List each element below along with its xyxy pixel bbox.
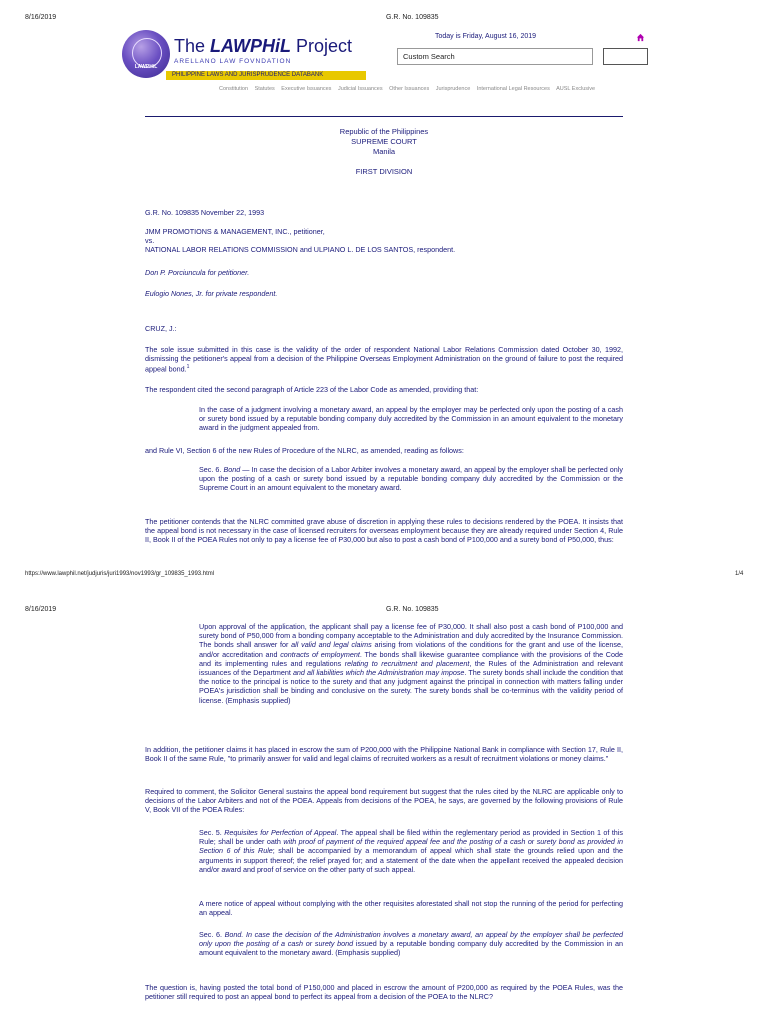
paragraph: Required to comment, the Solicitor General sustains the appeal bond requirement but suggest that the rules cited by the NLRC are applicable only to decisions of the Labor Arbiters and not of the POEA. Appeals from decisions of the POEA, he says, are governed by the following provisions of Rule V, Book VII of the POEA Rules: xyxy=(145,787,623,815)
divider xyxy=(145,116,623,117)
division: FIRST DIVISION xyxy=(355,167,413,176)
nav-constitution[interactable]: Constitution xyxy=(219,86,249,92)
paragraph: The sole issue submitted in this case is the validity of the order of respondent National Labor Relations Commission dated October 30, 1992, dismissing the petitioner's appeal from a decision of the Philippine Overseas Employment Administration on the ground of failure to post the required appeal bond.$^1$ xyxy=(145,345,623,374)
court-name: SUPREME COURT xyxy=(351,137,417,146)
versus: vs. xyxy=(145,236,155,246)
print-date: 8/16/2019 xyxy=(25,606,57,613)
block-quote: Sec. 6. Bond — In case the decision of a Labor Arbiter involves a monetary award, an appeal by the employer shall be perfected only upon the posting of a cash or surety bond issued by a reputable bonding company duly accredited by the Commission or the Supreme Court in an amount equivalent to the monetary award. xyxy=(199,465,623,493)
paragraph: The respondent cited the second paragraph of Article 223 of the Labor Code as amended, providing that: xyxy=(145,385,479,394)
petitioner: JMM PROMOTIONS & MANAGEMENT, INC., petitioner, xyxy=(145,227,325,236)
home-icon[interactable] xyxy=(636,33,645,42)
block-quote: In the case of a judgment involving a monetary award, an appeal by the employer may be perfected only upon the posting of a cash or surety bond issued by a reputable bonding company duly accredited by the Commission in an amount equivalent to the monetary award in the judgment appealed from. xyxy=(199,405,623,433)
print-doc-title: G.R. No. 109835 xyxy=(386,14,439,21)
block-quote: Sec. 5. Requisites for Perfection of Appeal. The appeal shall be filed within the reglementary period as provided in Section 1 of this Rule; shall be under oath with proof of payment of the required appeal fee and the posting of a cash or surety bond as provided in Section 6 of this Rule; shall be accompanied by a memorandum of appeal which shall state the grounds relied upon and the arguments in support thereof; the relief prayed for; and a statement of the date when the appellant received the appealed decision and/or award and proof of service on the other party of such appeal. xyxy=(199,828,623,874)
republic: Republic of the Philippines xyxy=(339,127,429,136)
nav-ausl-exclusive[interactable]: AUSL Exclusive xyxy=(556,86,596,92)
counsel-respondent: Eulogio Nones, Jr. for private respondent. xyxy=(145,289,278,298)
nav-other-issuances[interactable]: Other Issuances xyxy=(389,86,430,92)
search-button[interactable] xyxy=(603,48,648,65)
court-caption xyxy=(145,127,623,157)
site-subtitle: ARELLANO LAW FOVNDATION xyxy=(174,58,292,65)
main-nav xyxy=(219,86,600,92)
print-doc-title: G.R. No. 109835 xyxy=(386,606,439,613)
block-quote: A mere notice of appeal without complying with the other requisites aforestated shall not stop the running of the period for perfecting an appeal. xyxy=(199,899,623,918)
footnote-link[interactable]: 1 xyxy=(186,364,190,371)
print-date: 8/16/2019 xyxy=(25,14,57,21)
paragraph: The petitioner contends that the NLRC committed grave abuse of discretion in applying these rules to decisions rendered by the POEA. It insists that the appeal bond is not necessary in the case of licensed recruiters for overseas employment because they are already required under Section 4, Rule II, Book II of the POEA Rules not only to pay a license fee of P30,000 but also to post a cash bond of P100,000 and a surety bond of P50,000, thus: xyxy=(145,517,623,545)
block-quote: Upon approval of the application, the applicant shall pay a license fee of P30,000. It shall also post a cash bond of P100,000 and surety bond of P50,000 from a bonding company acceptable to the Administration and duly accredited by the Insurance Commission. The bonds shall answer for all valid and legal claims arising from violations of the conditions for the grant and use of the license, and/or accreditation and contracts of employment. The bonds shall likewise guarantee compliance with the provisions of the Code and its implementing rules and regulations relating to recruitment and placement, the Rules of the Administration and relevant issuances of the Department and all liabilities which the Administration may impose. The surety bonds shall include the condition that the notice to the principal is notice to the surety and that any judgment against the principal in connection with matters falling under POEA's jurisdiction shall be binding and conclusive on the surety. The surety bonds shall be co-terminus with the validity period of license. (Emphasis supplied) xyxy=(199,622,623,705)
paragraph: In addition, the petitioner claims it has placed in escrow the sum of P200,000 with the Philippine National Bank in compliance with Section 17, Rule II, Book II of the same Rule, "to primarily answer for valid and legal claims of recruited workers as a result of recruitment violations or money claims." xyxy=(145,745,623,764)
page-number: 1/4 xyxy=(735,571,744,577)
paragraph: and Rule VI, Section 6 of the new Rules of Procedure of the NLRC, as amended, reading as follows: xyxy=(145,446,464,455)
case-number: G.R. No. 109835 November 22, 1993 xyxy=(145,208,265,217)
ponente: CRUZ, J.: xyxy=(145,324,177,333)
parties xyxy=(145,227,623,255)
site-logo[interactable] xyxy=(122,28,367,83)
site-tagline: PHILIPPINE LAWS AND JURISPRUDENCE DATABANK xyxy=(166,71,366,80)
paragraph: The question is, having posted the total bond of P150,000 and placed in escrow the amount of P200,000 as required by the POEA Rules, was the petitioner still required to post an appeal bond to perfect its appeal from a decision of the POEA to the NLRC? xyxy=(145,983,623,1002)
today-date: Today is Friday, August 16, 2019 xyxy=(435,33,537,40)
search-input[interactable]: Custom Search xyxy=(397,48,593,65)
counsel-petitioner: Don P. Porciuncula for petitioner. xyxy=(145,268,250,277)
nav-international-legal-resources[interactable]: International Legal Resources xyxy=(476,86,550,92)
nav-judicial-issuances[interactable]: Judicial Issuances xyxy=(337,86,383,92)
seal-icon: LAWPHiL xyxy=(122,30,170,78)
block-quote: Sec. 6. Bond. In case the decision of the Administration involves a monetary award, an appeal by the employer shall be perfected only upon the posting of a cash or surety bond issued by a reputable bonding company duly accredited by the Commission in an amount equivalent to the monetary award. (Emphasis supplied) xyxy=(199,930,623,958)
respondent: NATIONAL LABOR RELATIONS COMMISSION and ULPIANO L. DE LOS SANTOS, respondent. xyxy=(145,245,456,255)
site-title: The LAWPHiL Project xyxy=(174,36,353,56)
city: Manila xyxy=(372,147,396,156)
nav-jurisprudence[interactable]: Jurisprudence xyxy=(435,86,471,92)
nav-executive-issuances[interactable]: Executive Issuances xyxy=(281,86,332,92)
print-url: https://www.lawphil.net/judjuris/juri1993/nov1993/gr_109835_1993.html xyxy=(25,571,215,577)
nav-statutes[interactable]: Statutes xyxy=(254,86,275,92)
